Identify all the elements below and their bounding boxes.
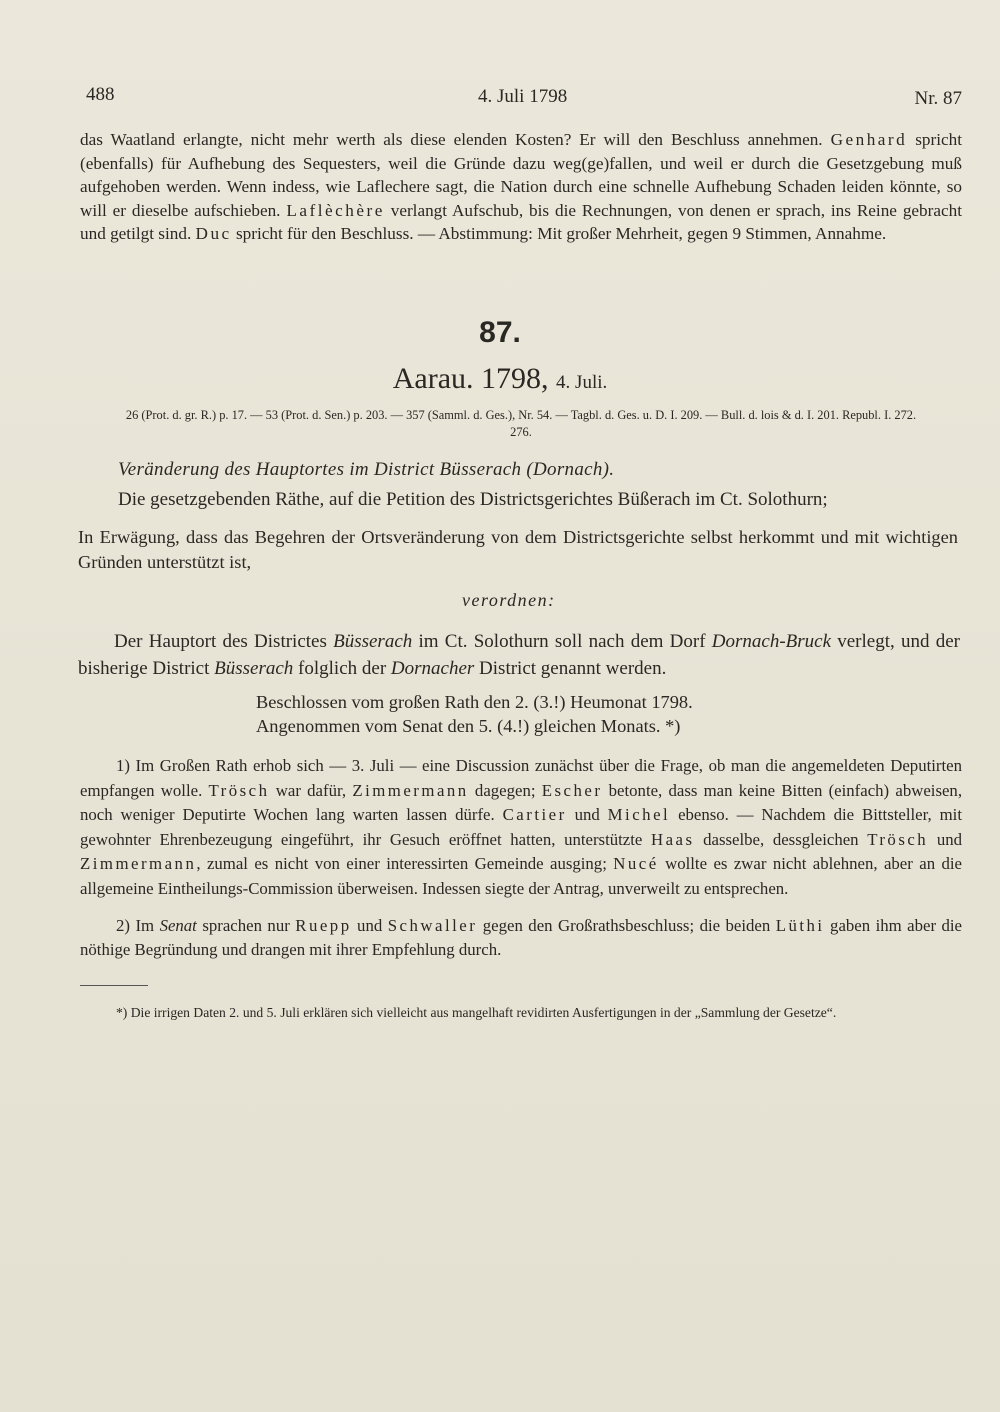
place-name-italic: Dornach-Bruck xyxy=(711,631,832,652)
continuation-text-4: spricht für den Beschluss. — Abstimmung: Mit großer Mehrheit, gegen 9 Stimmen, Annahme. xyxy=(231,224,887,243)
running-header xyxy=(86,84,962,110)
continuation-text-3: verlangt Aufschub, bis die Rechnungen, von denen er sprach, ins Reine gebracht und getilgt sind. xyxy=(80,200,962,243)
place-name: Aarau. xyxy=(392,362,474,395)
decree-part: im Ct. Solothurn soll nach dem Dorf xyxy=(412,631,712,652)
footnote: *) Die irrigen Daten 2. und 5. Juli erklären sich vielleicht aus mangelhaft revidirten Ausfertigungen in der „Sammlung der Gesetze“. xyxy=(116,1005,837,1020)
speaker-name: Duc xyxy=(195,224,232,243)
closing-accepted: Angenommen vom Senat den 5. (4.!) gleichen Monats. *) xyxy=(256,716,681,736)
place-day: 4. Juli. xyxy=(556,372,608,393)
note-2: 2) Im Senat sprachen nur Ruepp und Schwaller gegen den Großrathsbeschluss; die beiden Lüthi gaben ihm aber die nöthige Begründung und drangen mit ihrer Empfehlung durch. xyxy=(80,915,963,960)
header-date: 4. Juli 1798 xyxy=(478,86,568,107)
decree-part: District genannt werden. xyxy=(474,658,667,679)
decree-part: verlegt, und der bisherige District xyxy=(78,631,960,679)
continuation-paragraph xyxy=(80,128,962,246)
document-place-date xyxy=(0,362,1000,396)
footnote-rule xyxy=(80,985,148,986)
speaker-name: Genhard xyxy=(830,130,908,149)
editorial-notes xyxy=(80,754,962,963)
continuation-text-1: das Waatland erlangte, nicht mehr werth als diese elenden Kosten? Er will den Beschluss annehmen. xyxy=(80,130,823,149)
speaker-name: Haas xyxy=(650,829,695,849)
place-name-italic: Büsserach xyxy=(333,631,413,652)
speaker-name: Nucé xyxy=(613,854,659,874)
note-1: 1) Im Großen Rath erhob sich — 3. Juli — eine Discussion zunächst über die Frage, ob man die angemeldeten Deputirten empfangen wolle. Trösch war dafür, Zimmermann dagegen; Escher betonte, dass man keine Bitten (einfach) abweisen, noch weniger Deputirte Wochen lang warten lassen dürfe. Cartier und Michel ebenso. — Nachdem die Bittsteller, mit gewohnter Ehrenbezeugung eingeführt, ihr Gesuch eröffnet hatten, unterstützte Haas dasselbe, dessgleichen Trösch und Zimmermann, zumal es nicht von einer interessirten Gemeinde ausging; Nucé wollte es zwar nicht ablehnen, aber an die allgemeine Eintheilungs-Commission überweisen. Indessen siegte der Antrag, unverweilt zu entsprechen. xyxy=(80,756,963,898)
continuation-text-2: spricht (ebenfalls) für Aufhebung des Sequesters, weil die Gründe dazu weg(ge)fallen, und weil er durch die Gesetzgebung muß aufgehoben werden. Wenn indess, wie Laflechere sagt, die Nation durch eine schnelle Aufhebung Schaden leiden könnte, so will er dieselbe aufschieben. xyxy=(80,130,963,220)
speaker-name: Ruepp xyxy=(295,915,352,935)
speaker-name: Schwaller xyxy=(387,915,478,935)
speaker-name: Lüthi xyxy=(775,915,825,935)
speaker-name: Michel xyxy=(607,805,671,825)
speaker-name: Trösch xyxy=(208,780,270,800)
senate-italic: Senat xyxy=(159,915,197,935)
speaker-name: Laflèchère xyxy=(286,200,385,220)
closing-formulas xyxy=(256,690,693,738)
document-title: Veränderung des Hauptortes im District Büsserach (Dornach). xyxy=(118,459,615,480)
preamble: Die gesetzgebenden Räthe, auf die Petition des Districtsgerichtes Büßerach im Ct. Solothurn; xyxy=(118,489,828,510)
place-name-italic: Büsserach xyxy=(214,658,294,679)
document-number: 87. xyxy=(479,316,521,349)
consideration-clause: In Erwägung, dass das Begehren der Ortsveränderung von dem Districtsgerichte selbst herkommt und mit wichtigen Gründen unterstützt ist, xyxy=(78,527,958,572)
speaker-name: Escher xyxy=(541,780,603,800)
speaker-name: Trösch xyxy=(867,829,929,849)
speaker-name: Zimmermann xyxy=(352,780,469,800)
source-references: 26 (Prot. d. gr. R.) p. 17. — 53 (Prot. d. Sen.) p. 203. — 357 (Samml. d. Ges.), Nr. 54. — Tagbl. d. Ges. u. D. I. 209. — Bull. d. lois & d. I. 201. Republ. I. 272. 276. xyxy=(125,408,917,439)
page-number: 488 xyxy=(86,84,115,105)
decree-text xyxy=(78,628,960,682)
closing-resolved: Beschlossen vom großen Rath den 2. (3.!) Heumonat 1798. xyxy=(256,692,693,712)
decree-part: Der Hauptort des Districtes xyxy=(114,631,334,652)
header-number: Nr. 87 xyxy=(914,88,962,109)
place-name-italic: Dornacher xyxy=(390,658,475,679)
enactment-formula: verordnen: xyxy=(462,590,556,610)
speaker-name: Cartier xyxy=(502,805,567,825)
decree-part: folglich der xyxy=(293,658,391,679)
place-year: 1798, xyxy=(481,362,549,395)
speaker-name: Zimmermann xyxy=(80,854,197,874)
